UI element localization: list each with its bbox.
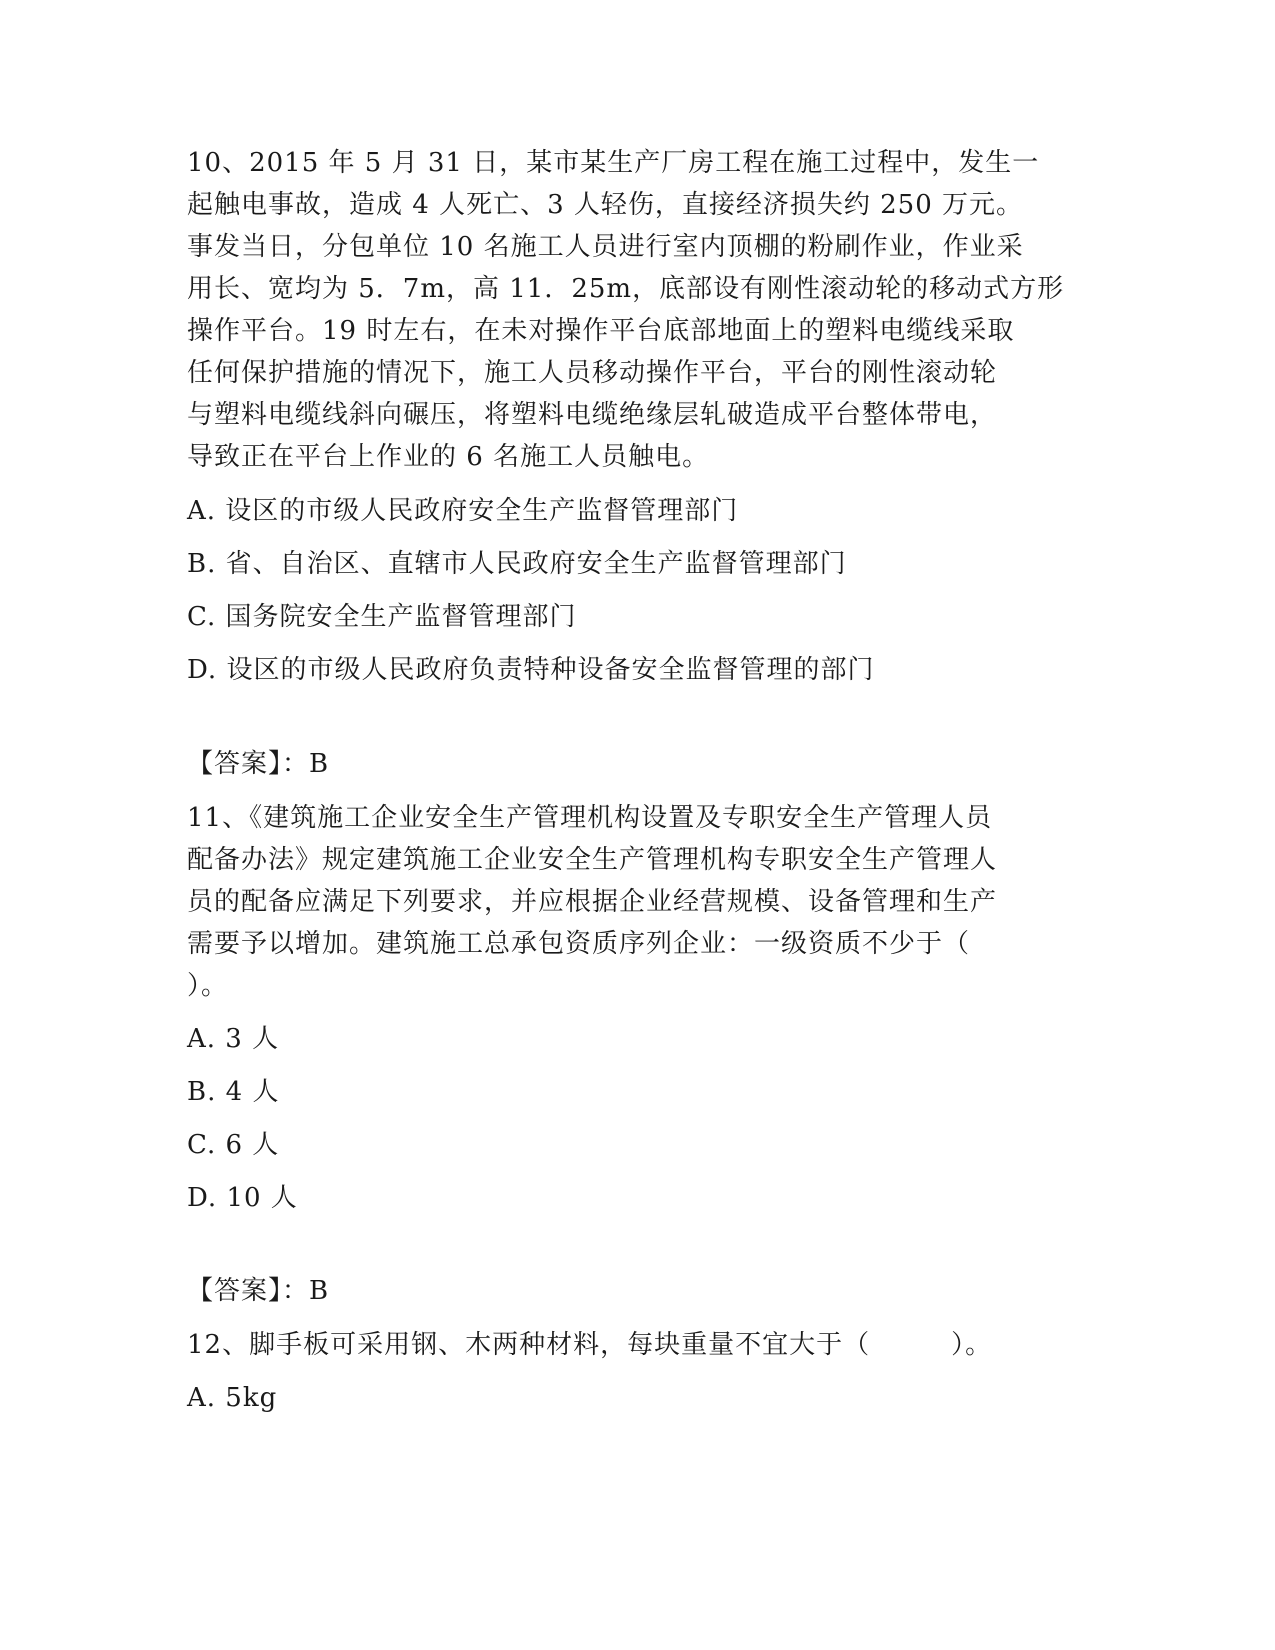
q11-option-b: B. 4 人	[187, 1077, 280, 1107]
q11-answer: 【答案】：B	[187, 1276, 330, 1306]
q10-text-line-6: 任何保护措施的情况下，施工人员移动操作平台，平台的刚性滚动轮	[187, 358, 998, 388]
q10-text-line-1: 10、2015 年 5 月 31 日，某市某生产厂房工程在施工过程中，发生一	[187, 148, 1040, 178]
q10-option-c: C. 国务院安全生产监督管理部门	[187, 602, 577, 632]
q11-option-a: A. 3 人	[187, 1024, 280, 1054]
q10-option-d: D. 设区的市级人民政府负责特种设备安全监督管理的部门	[187, 655, 875, 685]
q10-text-line-4: 用长、宽均为 5．7m，高 11．25m，底部设有刚性滚动轮的移动式方形	[187, 274, 1065, 304]
q10-answer: 【答案】：B	[187, 749, 330, 779]
q11-option-c: C. 6 人	[187, 1130, 280, 1160]
q10-text-line-2: 起触电事故，造成 4 人死亡、3 人轻伤，直接经济损失约 250 万元。	[187, 190, 1024, 220]
q12-option-a: A. 5kg	[187, 1383, 278, 1413]
q10-option-b: B. 省、自治区、直辖市人民政府安全生产监督管理部门	[187, 549, 847, 579]
q11-text-line-1: 11、《建筑施工企业安全生产管理机构设置及专职安全生产管理人员	[187, 803, 993, 833]
q12-text-line-1: 12、脚手板可采用钢、木两种材料，每块重量不宜大于（ ）。	[187, 1330, 993, 1360]
q10-text-line-5: 操作平台。19 时左右，在未对操作平台底部地面上的塑料电缆线采取	[187, 316, 1015, 346]
q11-text-line-2: 配备办法》规定建筑施工企业安全生产管理机构专职安全生产管理人	[187, 845, 998, 875]
q10-text-line-7: 与塑料电缆线斜向碾压，将塑料电缆绝缘层轧破造成平台整体带电，	[187, 400, 998, 430]
q11-text-line-4: 需要予以增加。建筑施工总承包资质序列企业：一级资质不少于（	[187, 929, 971, 959]
q11-text-line-3: 员的配备应满足下列要求，并应根据企业经营规模、设备管理和生产	[187, 887, 998, 917]
q10-option-a: A. 设区的市级人民政府安全生产监督管理部门	[187, 496, 739, 526]
q11-text-line-5: ）。	[187, 971, 229, 1001]
q10-text-line-3: 事发当日，分包单位 10 名施工人员进行室内顶棚的粉刷作业，作业采	[187, 232, 1024, 262]
q11-option-d: D. 10 人	[187, 1183, 298, 1213]
q10-text-line-8: 导致正在平台上作业的 6 名施工人员触电。	[187, 442, 710, 472]
